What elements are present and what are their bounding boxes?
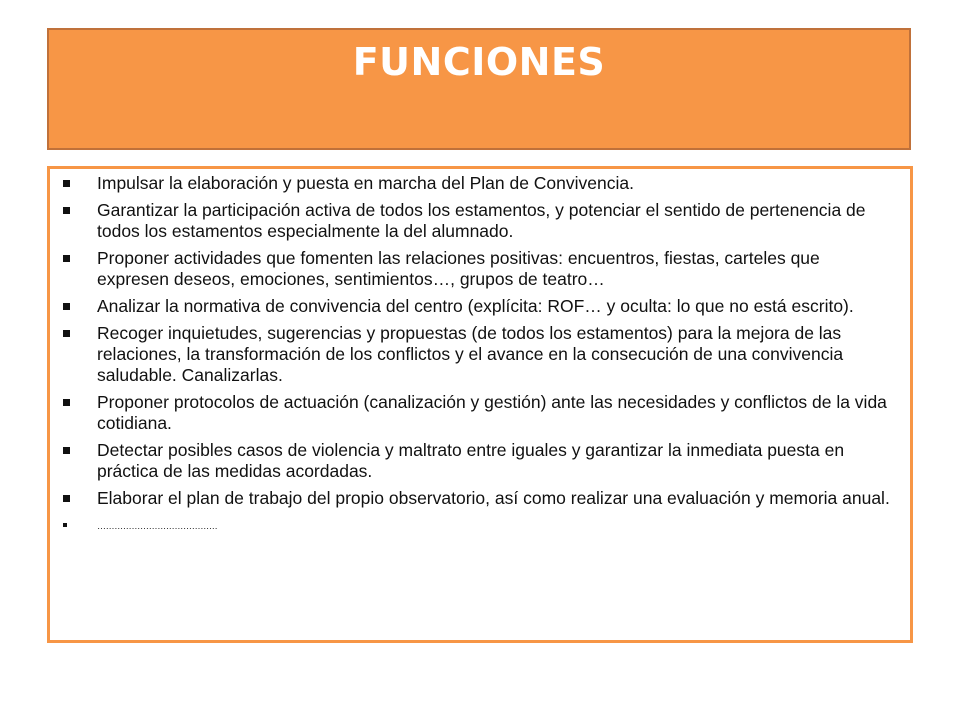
list-item-text: …………………………………… — [97, 521, 218, 531]
list-item-text: Elaborar el plan de trabajo del propio observatorio, así como realizar una evaluación y memoria anual. — [97, 488, 890, 508]
list-item — [61, 392, 893, 434]
list-item-ellipsis — [61, 519, 893, 533]
list-item — [61, 248, 893, 290]
list-item — [61, 440, 893, 482]
list-item-text: Impulsar la elaboración y puesta en marcha del Plan de Convivencia. — [97, 173, 634, 193]
list-item-text: Garantizar la participación activa de todos los estamentos, y potenciar el sentido de pertenencia de todos los estamentos especialmente la del alumnado. — [97, 200, 866, 241]
list-item-text: Proponer actividades que fomenten las relaciones positivas: encuentros, fiestas, carteles que expresen deseos, emociones, sentimientos…, grupos de teatro… — [97, 248, 820, 289]
square-bullet-icon — [63, 330, 70, 337]
square-bullet-icon — [63, 447, 70, 454]
square-bullet-icon — [63, 495, 70, 502]
list-item — [61, 488, 893, 509]
square-bullet-icon — [63, 303, 70, 310]
square-bullet-icon — [63, 180, 70, 187]
list-item — [61, 173, 893, 194]
list-item-text: Recoger inquietudes, sugerencias y propuestas (de todos los estamentos) para la mejora de las relaciones, la transformación de los conflictos y el avance en la consecución de una convivencia saludable. Canalizarlas. — [97, 323, 844, 385]
square-bullet-icon — [63, 399, 70, 406]
square-bullet-icon — [63, 523, 67, 527]
content-box — [47, 166, 913, 643]
square-bullet-icon — [63, 255, 70, 262]
list-item-text: Detectar posibles casos de violencia y maltrato entre iguales y garantizar la inmediata puesta en práctica de las medidas acordadas. — [97, 440, 845, 481]
square-bullet-icon — [63, 207, 70, 214]
list-item — [61, 296, 893, 317]
list-item — [61, 323, 893, 386]
list-item-text: Proponer protocolos de actuación (canalización y gestión) ante las necesidades y conflictos de la vida cotidiana. — [97, 392, 887, 433]
list-item — [61, 200, 893, 242]
slide-title: FUNCIONES — [352, 40, 606, 84]
list-item-text: Analizar la normativa de convivencia del centro (explícita: ROF… y oculta: lo que no está escrito). — [97, 296, 854, 316]
title-banner — [47, 28, 911, 150]
bullet-list — [61, 173, 893, 539]
